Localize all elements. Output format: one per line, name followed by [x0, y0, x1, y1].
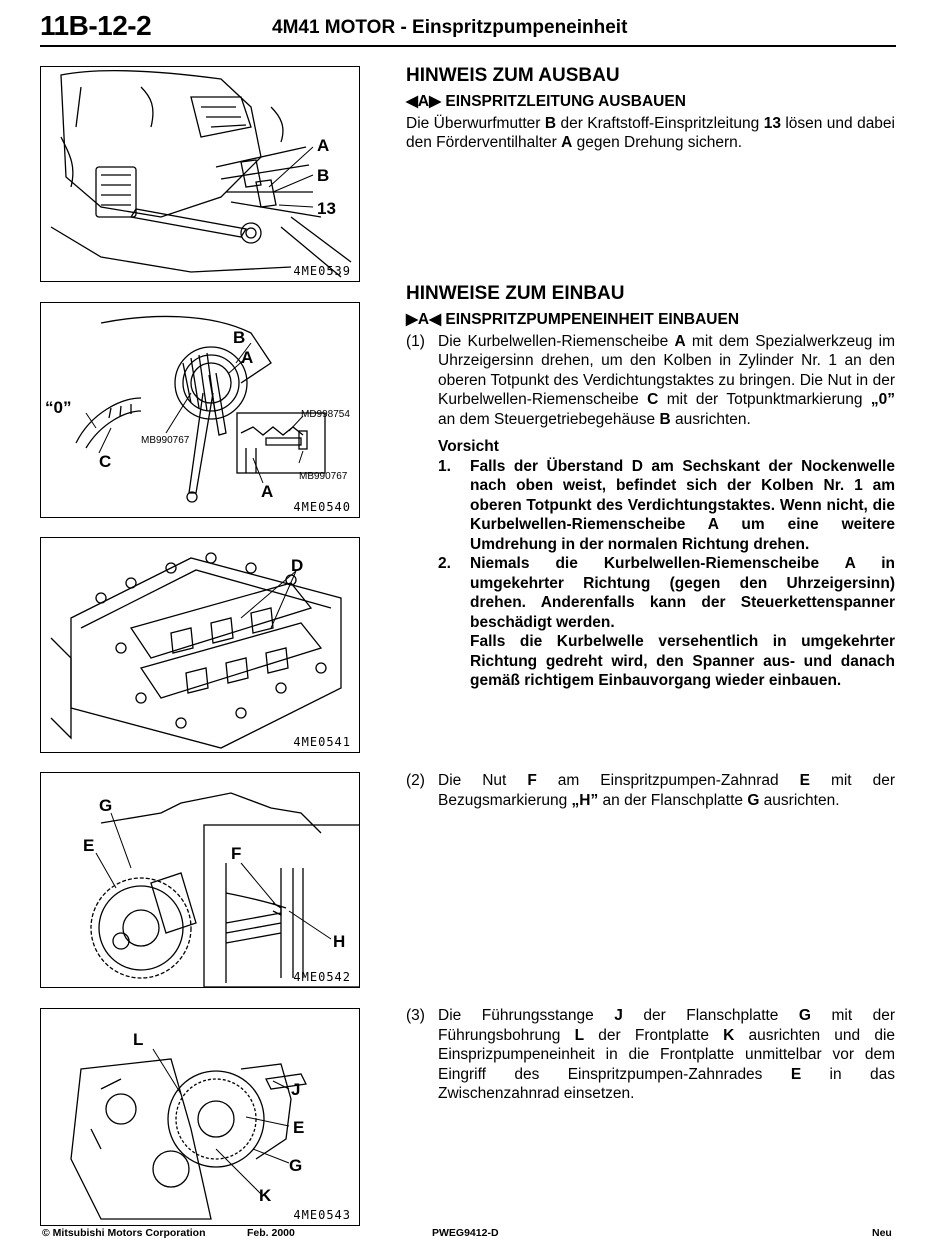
figure-crankshaft-pulley: [40, 302, 360, 518]
label-e: E: [293, 1118, 305, 1137]
figure-code: 4ME0542: [293, 970, 351, 984]
installation-subheading-text: EINSPRITZPUMPENEINHEIT EINBAUEN: [445, 311, 740, 328]
figure-code: 4ME0539: [293, 264, 351, 278]
removal-subheading-text: EINSPRITZLEITUNG AUSBAUEN: [445, 93, 686, 110]
camshaft-illustration: [41, 538, 360, 752]
pump-gear-illustration: [41, 773, 360, 987]
label-h: H: [333, 932, 346, 951]
page-title: 4M41 MOTOR - Einspritzpumpeneinheit: [272, 17, 628, 38]
removal-section: [406, 64, 895, 153]
step-text: Die Führungsstange J der Flanschplatte G mit der Führungsbohrung L der Frontplatte K ausrichten und die Einsprizpumpeneinheit in die Frontplatte unmittelbar vor dem Eingriff des Einspritzpumpen-Zahnrades E in das Zwischenzahnrad einsetzen.: [438, 1007, 896, 1102]
label-mb990767: MB990767: [141, 435, 190, 446]
removal-text: Die Überwurfmutter B der Kraftstoff-Einspritzleitung 13 lösen und dabei den Förderventilhalter A gegen Drehung sichern.: [406, 114, 895, 151]
installation-section: [406, 282, 895, 691]
label-j: J: [291, 1080, 301, 1099]
removal-subheading: [406, 92, 895, 112]
caution-item-1: [438, 457, 895, 555]
caution-number: 2.: [438, 555, 451, 572]
figure-code: 4ME0540: [293, 500, 351, 514]
label-g: G: [99, 796, 113, 815]
step-3-block: [406, 1006, 895, 1104]
caution-text: Falls der Überstand D am Sechskant der Nockenwelle nach oben weist, befindet sich der Kolben Nr. 1 am oberen Totpunkt des Verdichtungstaktes. Wenn nicht, die Kurbelwellen-Riemenscheibe A um eine weitere Umdrehung in der normalen Richtung drehen.: [470, 457, 895, 553]
label-g: G: [289, 1156, 303, 1175]
step-2-block: [406, 771, 895, 810]
caution-text: [470, 554, 895, 691]
caution-number: 1.: [438, 457, 451, 475]
label-f: F: [231, 844, 242, 863]
label-mb990767-right: MB990767: [299, 471, 348, 482]
marker-a: ▶A◀: [406, 311, 442, 328]
step-number: (1): [406, 332, 425, 350]
caution-text-part-1: Niemals die Kurbelwellen-Riemenscheibe A in umgekehrter Richtung (gegen den Uhrzeigersinn) drehen. Anderenfalls kann der Steuerkettenspanner beschädigt werden.: [470, 555, 895, 631]
footer-status: Neu: [872, 1227, 892, 1239]
step-3: [406, 1006, 895, 1104]
label-a: A: [241, 348, 254, 367]
installation-subheading: [406, 310, 895, 330]
footer-doc-code: PWEG9412-D: [432, 1227, 499, 1239]
step-1: [406, 332, 895, 430]
header-divider: [40, 45, 896, 47]
injection-line-illustration: [41, 67, 360, 281]
label-b: B: [233, 328, 246, 347]
label-md998754: MD998754: [301, 409, 350, 420]
label-l: L: [133, 1030, 144, 1049]
figure-injection-line: [40, 66, 360, 282]
page-number: 11B-12-2: [40, 10, 152, 41]
label-a-lower: A: [261, 482, 274, 501]
footer-copyright: © Mitsubishi Motors Corporation: [42, 1227, 206, 1239]
marker-a: ◀A▶: [406, 93, 442, 110]
label-k: K: [259, 1186, 272, 1205]
step-text: Die Nut F am Einspritzpumpen-Zahnrad E mit der Bezugsmarkierung „H” an der Flanschplatte G ausrichten.: [438, 772, 895, 809]
figure-code: 4ME0543: [293, 1208, 351, 1222]
step-2: [406, 771, 895, 810]
caution-text-part-2: Falls die Kurbelwelle versehentlich in umgekehrter Richtung gedreht wird, den Spanner aus- und danach gemäß richtigem Einbauvorgang wieder einbauen.: [470, 633, 895, 689]
removal-heading: HINWEIS ZUM AUSBAU: [406, 65, 620, 86]
figure-camshaft: [40, 537, 360, 753]
step-number: (3): [406, 1007, 425, 1024]
figure-pump-gear: [40, 772, 360, 988]
caution-title: Vorsicht: [438, 438, 499, 455]
crankshaft-pulley-illustration: [41, 303, 360, 517]
step-text: Die Kurbelwellen-Riemenscheibe A mit dem Spezialwerkzeug im Uhrzeigersinn drehen, um den Kolben in Zylinder Nr. 1 an den oberen Totpunkt des Verdichtungstaktes zu bringen. Die Nut in der Kurbelwellen-Riemenscheibe C mit der Totpunktmarkierung „0” an dem Steuergetriebegehäuse B ausrichten.: [438, 332, 895, 428]
label-a: A: [317, 136, 330, 155]
label-zero-mark: “0”: [45, 398, 72, 417]
pump-unit-illustration: [41, 1009, 360, 1225]
figure-pump-unit: [40, 1008, 360, 1226]
label-e: E: [83, 836, 95, 855]
label-c: C: [99, 452, 112, 471]
caution-item-2: [438, 554, 895, 691]
label-13: 13: [317, 199, 336, 218]
step-number: (2): [406, 772, 425, 789]
label-d: D: [291, 556, 304, 575]
footer-date: Feb. 2000: [247, 1227, 295, 1239]
installation-heading: HINWEISE ZUM EINBAU: [406, 283, 625, 304]
figure-code: 4ME0541: [293, 735, 351, 749]
label-b: B: [317, 166, 330, 185]
